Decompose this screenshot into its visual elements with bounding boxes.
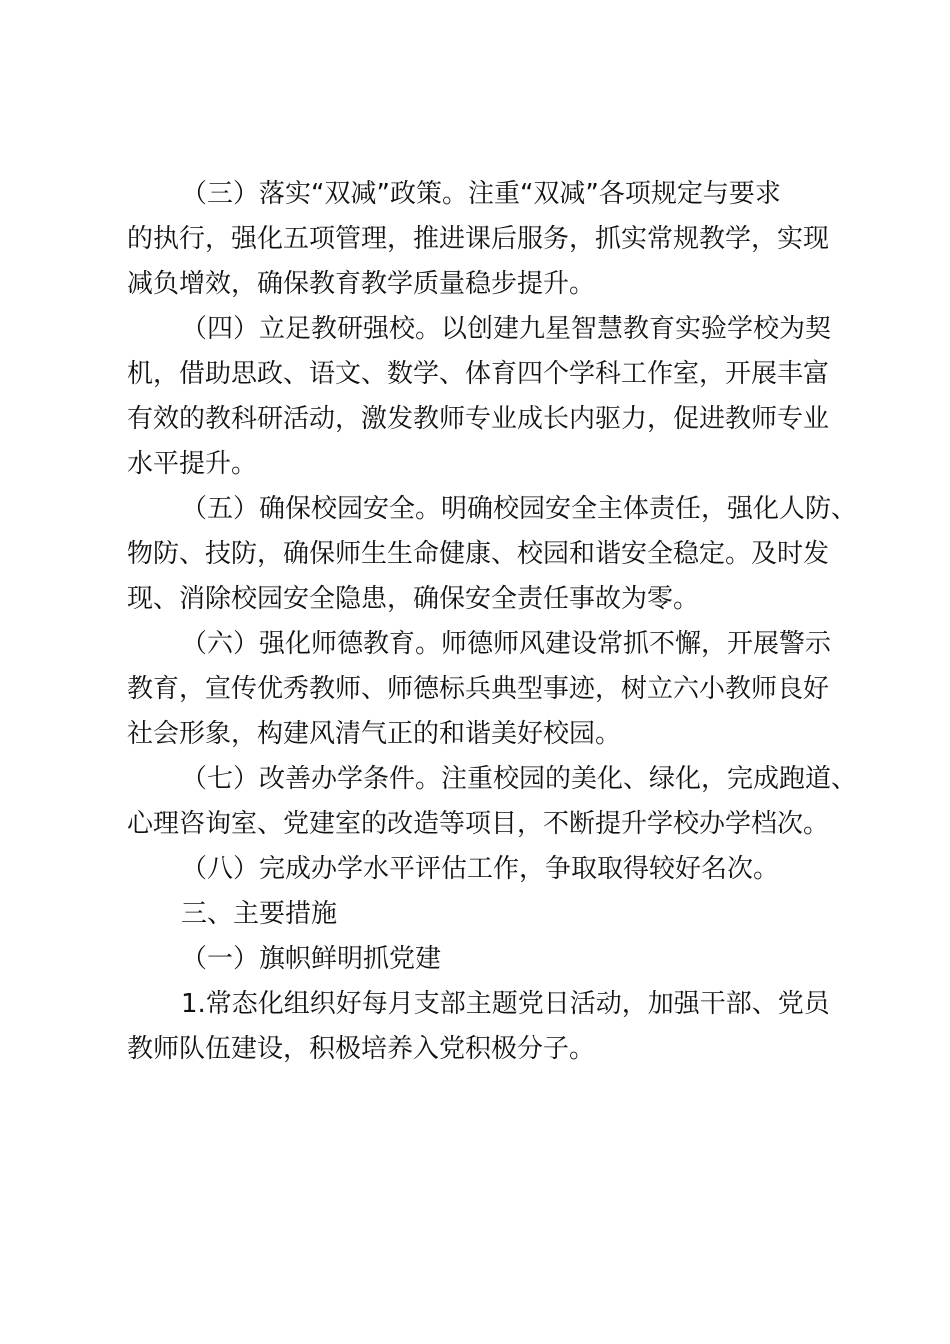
text-line: 心理咨询室、党建室的改造等项目，不断提升学校办学档次。 [127, 809, 830, 839]
text-line: （三）落实“双减”政策。注重“双减”各项规定与要求 [181, 179, 781, 209]
text-line: 教师队伍建设，积极培养入党积极分子。 [127, 1034, 596, 1064]
text-line: 水平提升。 [127, 449, 258, 479]
text-line: （七）改善办学条件。注重校园的美化、绿化，完成跑道、 [181, 764, 858, 794]
text-line: 的执行，强化五项管理，推进课后服务，抓实常规教学，实现 [127, 224, 830, 254]
section-heading [127, 892, 847, 937]
heading-text: （一）旗帜鲜明抓党建 [181, 944, 442, 974]
text-line: 现、消除校园安全隐患，确保安全责任事故为零。 [127, 584, 700, 614]
text-line: 有效的教科研活动，激发教师专业成长内驱力，促进教师专业 [127, 404, 830, 434]
text-line: （五）确保校园安全。明确校园安全主体责任，强化人防、 [181, 494, 858, 524]
text-line: 社会形象，构建风清气正的和谐美好校园。 [127, 719, 622, 749]
paragraph-assessment [127, 847, 847, 892]
text-line: （四）立足教研强校。以创建九星智慧教育实验学校为契 [181, 314, 832, 344]
paragraph-conditions [127, 757, 858, 847]
text-line: （六）强化师德教育。师德师风建设常抓不懈，开展警示 [181, 629, 832, 659]
paragraph-policy [127, 172, 847, 307]
subsection-heading [127, 937, 847, 982]
heading-text: 三、主要措施 [181, 899, 338, 929]
paragraph-safety [127, 487, 858, 622]
text-line: 物防、技防，确保师生生命健康、校园和谐安全稳定。及时发 [127, 539, 830, 569]
paragraph-research [127, 307, 847, 487]
list-item [127, 982, 847, 1072]
text-line: 减负增效，确保教育教学质量稳步提升。 [127, 269, 596, 299]
text-line: 1.常态化组织好每月支部主题党日活动，加强干部、党员 [181, 989, 830, 1019]
text-line: （八）完成办学水平评估工作，争取取得较好名次。 [181, 854, 780, 884]
document-body [127, 172, 858, 1072]
paragraph-ethics [127, 622, 847, 757]
text-line: 教育，宣传优秀教师、师德标兵典型事迹，树立六小教师良好 [127, 674, 830, 704]
text-line: 机，借助思政、语文、数学、体育四个学科工作室，开展丰富 [127, 359, 830, 389]
